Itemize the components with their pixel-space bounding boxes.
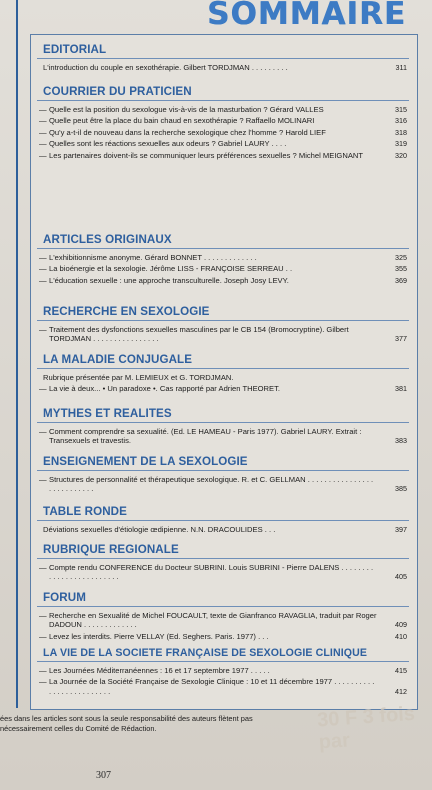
entry-text: Comment comprendre sa sexualité. (Ed. LE HAMEAU - Paris 1977). Gabriel LAURY. Extrait : Transexuels et travestis.: [49, 427, 362, 446]
section-heading: RUBRIQUE REGIONALE: [43, 543, 179, 556]
entry-text: Traitement des dysfonctions sexuelles masculines par le CB 154 (Bromocryptine). Gilbert TORDJMAN . . . . . . . . . . . . . . . .: [49, 325, 349, 344]
entry-page: 385: [395, 484, 407, 494]
section-heading: MYTHES ET REALITES: [43, 407, 172, 420]
entry-page: 318: [395, 127, 407, 137]
entry-page: 415: [395, 666, 407, 675]
toc-entry[interactable]: [31, 128, 417, 137]
section-rule: [37, 422, 409, 423]
section-rule: [37, 520, 409, 521]
entry-page: 320: [395, 150, 407, 160]
entry-dash: —: [39, 264, 47, 274]
section-rule: [37, 470, 409, 471]
section-rule: [37, 100, 409, 101]
section-heading: LA VIE DE LA SOCIETE FRANÇAISE DE SEXOLOGIE CLINIQUE: [43, 647, 368, 659]
entry-text: Compte rendu CONFERENCE du Docteur SUBRINI. Louis SUBRINI - Pierre DALENS . . . . . . . . . . . . . . . . . . . . . . . . .: [49, 563, 374, 582]
entry-text: L'introduction du couple en sexothérapie. Gilbert TORDJMAN . . . . . . . . .: [43, 63, 288, 72]
section-heading: ARTICLES ORIGINAUX: [43, 233, 172, 246]
section-rule: [37, 661, 409, 662]
section-heading: ENSEIGNEMENT DE LA SEXOLOGIE: [43, 455, 248, 468]
entry-dash: —: [39, 631, 47, 641]
entry-page: 369: [395, 275, 407, 285]
entry-dash: —: [39, 611, 47, 620]
section-rule: [37, 58, 409, 59]
entry-page: 319: [395, 139, 407, 149]
entry-text: Quelles sont les réactions sexuelles aux odeurs ? Gabriel LAURY . . . .: [49, 139, 287, 149]
entry-dash: —: [39, 677, 47, 687]
entry-text: Structures de personnalité et thérapeutique sexologique. R. et C. GELLMAN . . . . . . . . . . . . . . . . . . . . . . . . . . .: [49, 475, 374, 494]
toc-entry[interactable]: [31, 666, 417, 675]
toc-entry[interactable]: [31, 563, 417, 582]
section-rule: [37, 248, 409, 249]
entry-dash: —: [39, 666, 47, 675]
entry-text: Rubrique présentée par M. LEMIEUX et G. TORDJMAN.: [43, 373, 234, 382]
toc-entry[interactable]: [31, 264, 417, 273]
toc-entry[interactable]: [31, 525, 417, 534]
toc-entry[interactable]: [31, 427, 417, 446]
entry-page: 355: [395, 264, 407, 274]
editorial-disclaimer: ées dans les articles sont sous la seule responsabilité des auteurs flètent pas nécessairement celles du Comité de Rédaction.: [0, 714, 253, 733]
section-heading: FORUM: [43, 591, 87, 604]
section-enseignement: [31, 455, 417, 496]
section-table-ronde: [31, 505, 417, 536]
section-societe: [31, 647, 417, 698]
toc-entry[interactable]: [31, 384, 417, 393]
section-mythes: [31, 407, 417, 448]
entry-page: 315: [395, 105, 407, 114]
section-recherche: [31, 305, 417, 346]
entry-dash: —: [39, 427, 47, 436]
entry-dash: —: [39, 139, 47, 149]
section-articles: [31, 233, 417, 287]
entry-page: 397: [395, 525, 407, 534]
toc-entry[interactable]: [31, 105, 417, 114]
entry-text: Déviations sexuelles d'étiologie œdipienne. N.N. DRACOULIDES . . .: [43, 525, 276, 534]
entry-page: 377: [395, 334, 407, 344]
section-heading: LA MALADIE CONJUGALE: [43, 353, 193, 366]
entry-text: La vie à deux... • Un paradoxe •. Cas rapporté par Adrien THEORET.: [49, 384, 280, 394]
toc-entry[interactable]: [31, 276, 417, 285]
page-title: SOMMAIRE: [207, 0, 406, 32]
entry-dash: —: [39, 275, 47, 285]
section-maladie: [31, 353, 417, 396]
toc-entry[interactable]: [31, 325, 417, 344]
section-courrier: [31, 85, 417, 162]
section-heading: TABLE RONDE: [43, 505, 127, 518]
section-rule: [37, 558, 409, 559]
section-editorial: [31, 43, 417, 74]
entry-text: Les partenaires doivent-ils se communiquer leurs préférences sexuelles ? Michel MEIGNANT: [49, 150, 364, 160]
entry-dash: —: [39, 253, 47, 262]
toc-entry[interactable]: [31, 253, 417, 262]
entry-page: 410: [395, 631, 407, 641]
toc-entry[interactable]: [31, 611, 417, 630]
entry-dash: —: [39, 563, 47, 572]
entry-text: Les Journées Méditerranéennes : 16 et 17 septembre 1977 . . . . .: [49, 666, 270, 675]
entry-text: La Journée de la Société Française de Sexologie Clinique : 10 et 11 décembre 1977 . . . . . . . . . . . . . . . . . . . . . . . . .: [49, 677, 375, 696]
toc-entry[interactable]: [31, 151, 417, 160]
entry-page: 405: [395, 572, 407, 582]
section-heading: RECHERCHE EN SEXOLOGIE: [43, 305, 210, 318]
entry-dash: —: [39, 150, 47, 160]
entry-page: 381: [395, 384, 407, 394]
toc-entry[interactable]: [31, 475, 417, 494]
section-heading: EDITORIAL: [43, 43, 107, 56]
entry-text: Qu'y a-t-il de nouveau dans la recherche sexologique chez l'homme ? Harold LIEF: [49, 127, 326, 137]
page-number: 307: [96, 770, 111, 781]
entry-page: 325: [395, 253, 407, 262]
section-heading: COURRIER DU PRATICIEN: [43, 85, 192, 98]
entry-dash: —: [39, 116, 47, 126]
contents-frame: [30, 34, 418, 710]
entry-text: Quelle est la position du sexologue vis-à-vis de la masturbation ? Gérard VALLES: [49, 105, 324, 114]
section-rule: [37, 368, 409, 369]
section-forum: [31, 591, 417, 643]
entry-page: 316: [395, 116, 407, 126]
entry-page: 383: [395, 436, 407, 446]
entry-text: L'éducation sexuelle : une approche transculturelle. Joseph Josy LEVY.: [49, 275, 289, 285]
toc-entry: [31, 373, 417, 382]
entry-text: La bioénergie et la sexologie. Jérôme LISS - FRANÇOISE SERREAU . .: [49, 264, 293, 274]
section-rule: [37, 606, 409, 607]
entry-text: Recherche en Sexualité de Michel FOUCAULT, texte de Gianfranco RAVAGLIA, traduit par Roger DADOUN . . . . . . . . . . . . .: [49, 611, 377, 630]
toc-entry[interactable]: [31, 63, 417, 72]
left-margin-rule: [16, 0, 18, 708]
entry-page: 409: [395, 620, 407, 630]
entry-text: Quelle peut être la place du bain chaud en sexothérapie ? Raffaello MOLINARI: [49, 116, 315, 126]
entry-text: Levez les interdits. Pierre VELLAY (Ed. Seghers. Paris. 1977) . . .: [49, 631, 269, 641]
toc-entry[interactable]: [31, 139, 417, 148]
entry-dash: —: [39, 105, 47, 114]
entry-dash: —: [39, 384, 47, 394]
entry-page: 412: [395, 686, 407, 696]
entry-text: L'exhibitionnisme anonyme. Gérard BONNET . . . . . . . . . . . . .: [49, 253, 257, 262]
toc-entry[interactable]: [31, 632, 417, 641]
toc-entry[interactable]: [31, 677, 417, 696]
entry-dash: —: [39, 475, 47, 484]
entry-page: 311: [395, 63, 407, 72]
section-regionale: [31, 543, 417, 584]
section-rule: [37, 320, 409, 321]
entry-dash: —: [39, 325, 47, 334]
toc-entry[interactable]: [31, 116, 417, 125]
entry-dash: —: [39, 127, 47, 137]
background-watermark: 30 F 3 fois par: [316, 702, 416, 754]
